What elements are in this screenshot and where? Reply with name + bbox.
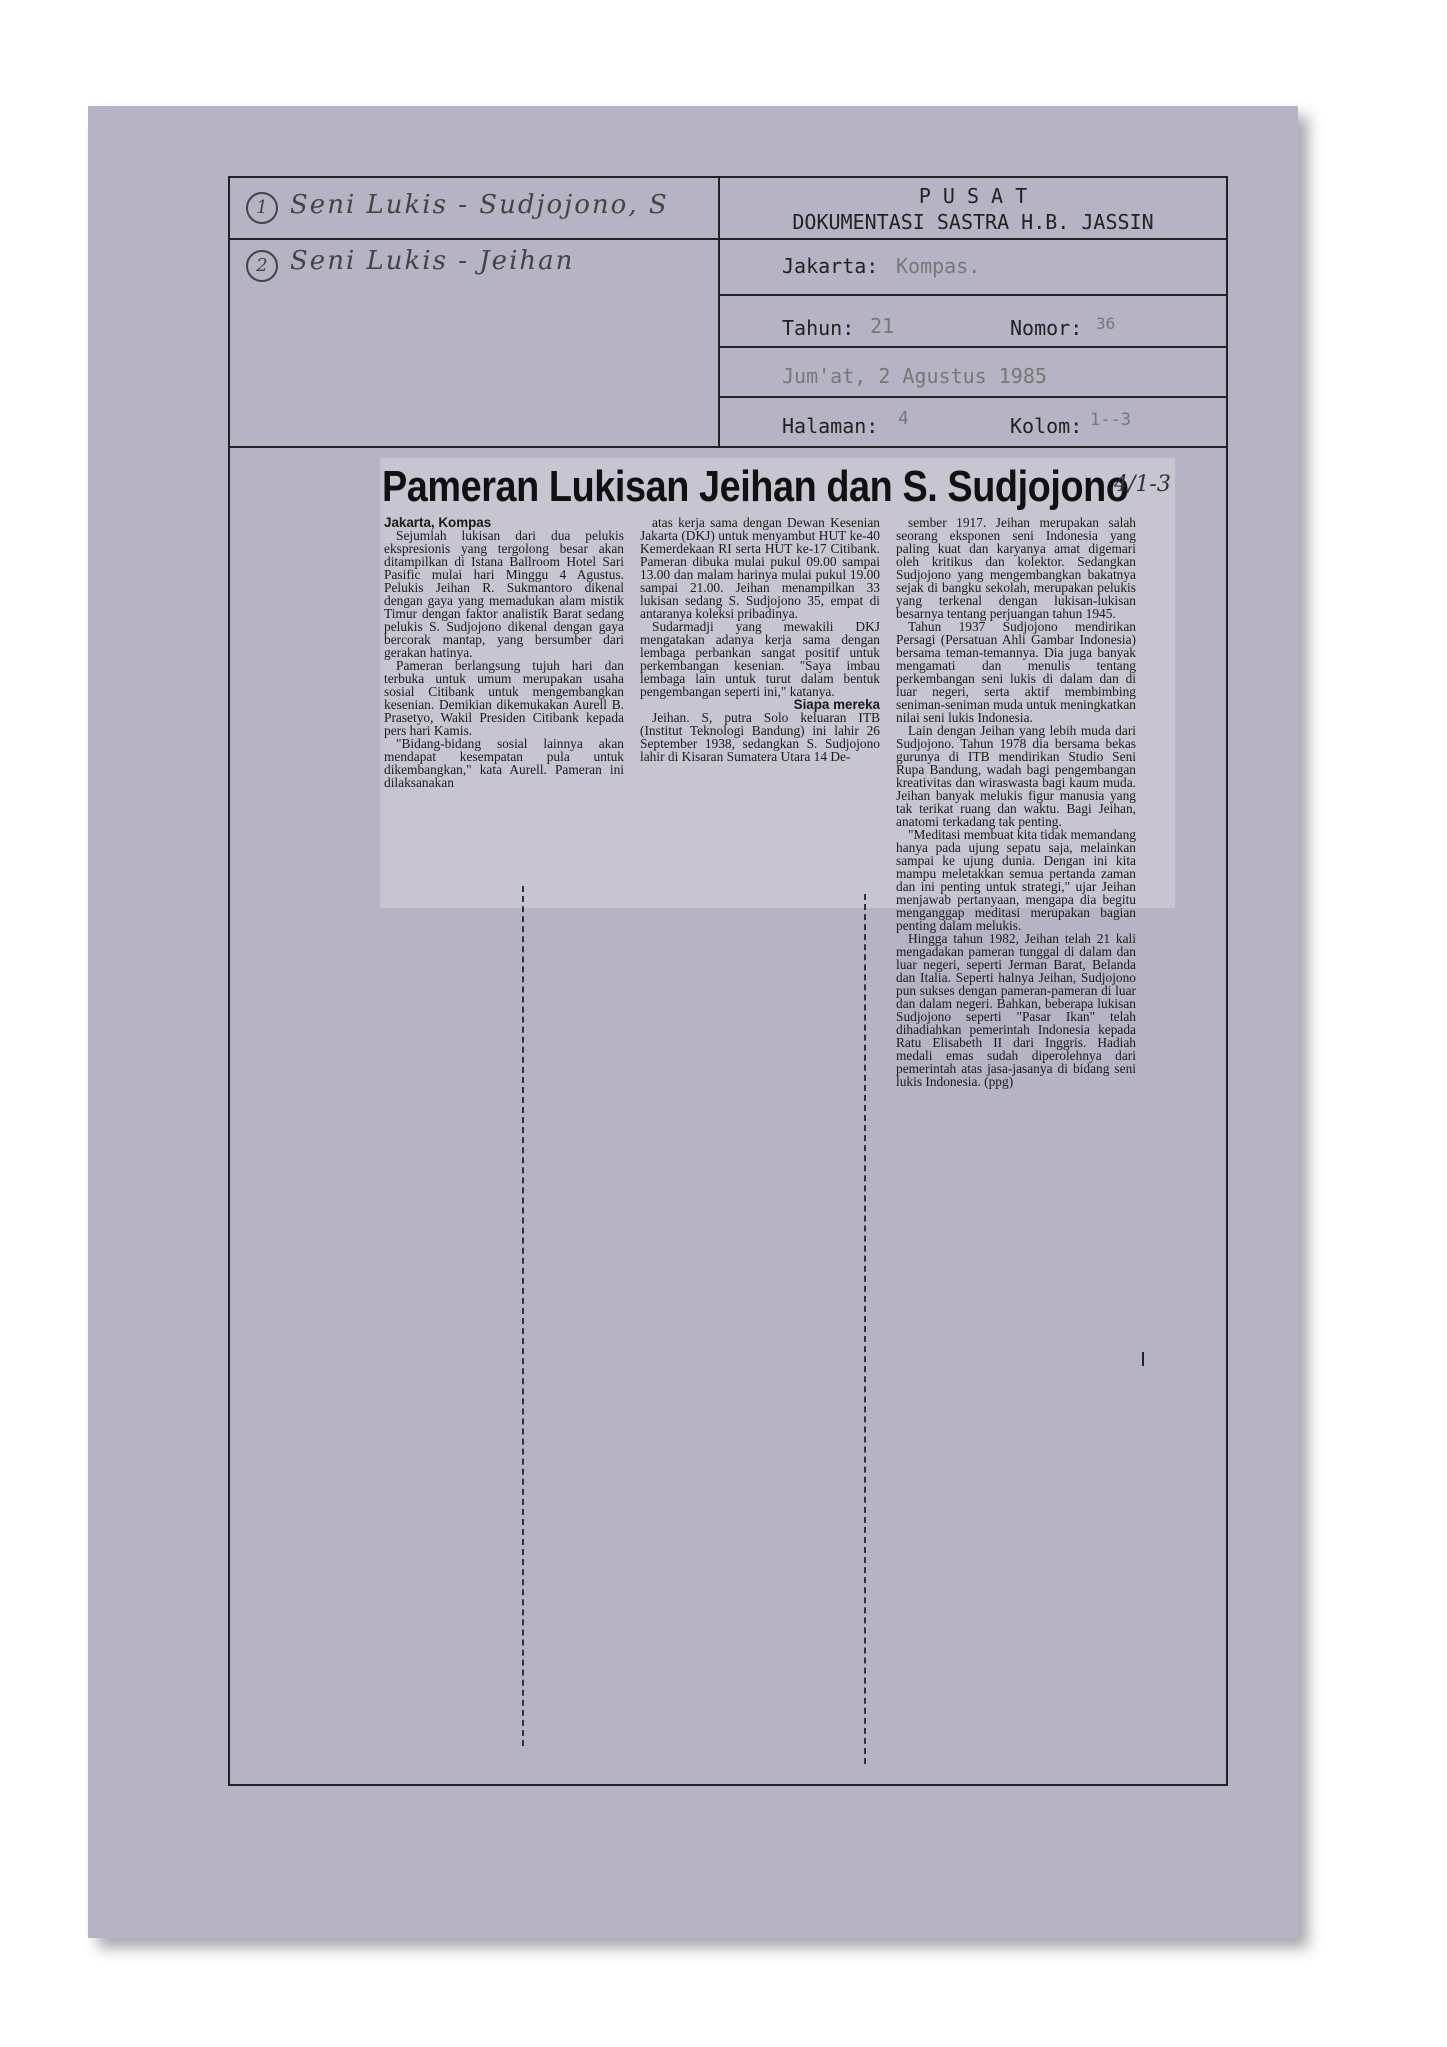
header-row-line-5	[718, 396, 1228, 398]
col1-paragraph: "Bidang-bidang sosial lainnya akan mendapat kesempatan pula untuk dikembangkan," kata Aurell. Pameran ini dilaksanakan	[384, 736, 624, 790]
column-label: Kolom:	[1010, 414, 1083, 438]
header-row-line-3	[718, 294, 1228, 296]
cut-line-1	[522, 886, 524, 1746]
source-label: Jakarta:	[782, 254, 879, 278]
dateline: Jakarta, Kompas	[384, 515, 492, 530]
year-label: Tahun:	[782, 316, 855, 340]
header-left-border	[228, 176, 230, 448]
col2-paragraph: Sudarmadji yang mewakili DKJ mengatakan adanya kerja sama dengan lembaga perbankan sangat positif untuk perkembangan kesenian. "Saya imbau lembaga lain untuk turut dalam bentuk pengembangan seperti ini," katanya.	[640, 619, 880, 699]
col2-paragraph: atas kerja sama dengan Dewan Kesenian Jakarta (DKJ) untuk menyambut HUT ke-40 Kemerdekaan RI serta HUT ke-17 Citibank. Pameran dibuka mulai pukul 09.00 sampai 13.00 dan malam harinya mulai pukul 19.00 sampai 21.00. Jeihan menampilkan 33 lukisan sedang S. Sudjojono 35, empat di antaranya koleksi pribadinya.	[640, 515, 880, 621]
header-row-line-2	[718, 238, 1228, 240]
number-label: Nomor:	[1010, 316, 1083, 340]
col3-paragraph: Lain dengan Jeihan yang lebih muda dari Sudjojono. Tahun 1978 dia bersama bekas gurunya di ITB mendirikan Studio Seni Rupa Bandung, wadah bagi pengembangan kreativitas dan wiraswasta bagi kaum muda. Jeihan banyak melukis figur manusia yang tak terikat ruang dan waktu. Bagi Jeihan, anatomi terkadang tak penting.	[896, 723, 1136, 829]
article-frame-bottom	[228, 1784, 1228, 1786]
article-frame-left	[228, 446, 230, 1786]
article-column-3	[896, 516, 1136, 1088]
subject-text-1: Seni Lukis - Sudjojono, S	[290, 190, 669, 220]
col2-subhead: Siapa mereka	[793, 697, 880, 712]
header-row-line-4	[718, 346, 1228, 348]
subject-text-2: Seni Lukis - Jeihan	[290, 246, 575, 276]
col3-paragraph: Tahun 1937 Sudjojono mendirikan Persagi (Persatuan Ahli Gambar Indonesia) bersama teman-temannya. Dia juga banyak mengamati dan menulis tentang perkembangan seni lukis di dalam dan di luar negeri, serta aktif membimbing seniman-seniman muda untuk meningkatkan nilai seni lukis Indonesia.	[896, 619, 1136, 725]
col3-paragraph: "Meditasi membuat kita tidak memandang hanya pada ujung sepatu saja, melainkan sampai ke ujung dunia. Dengan ini kita mampu meletakkan semua pertanda zaman dan ini penting untuk strategi," ujar Jeihan menjawab pertanyaan, mengapa dia begitu menganggap meditasi merupakan bagian penting dalam melukis.	[896, 827, 1136, 933]
col1-paragraph: Pameran berlangsung tujuh hari dan terbuka untuk umum merupakan usaha sosial Citibank untuk mengembangkan kesenian. Demikian dikemukakan Aurell B. Prasetyo, Wakil Presiden Citibank kepada pers hari Kamis.	[384, 658, 624, 738]
subject-marker-1: 1	[246, 192, 278, 224]
source-value: Kompas.	[896, 254, 981, 278]
org-line-1: P U S A T	[918, 184, 1028, 208]
article-headline: Pameran Lukisan Jeihan dan S. Sudjojono	[382, 462, 1129, 511]
page-value: 4	[898, 408, 909, 429]
article-frame-top	[228, 446, 1228, 448]
page-label: Halaman:	[782, 414, 879, 438]
article-column-2	[640, 516, 880, 763]
col1-paragraph: Sejumlah lukisan dari dua pelukis ekspresionis yang tergolong besar akan ditampilkan di Istana Ballroom Hotel Sari Pasific mulai hari Minggu 4 Agustus. Pelukis Jeihan R. Sukmantoro dikenal dengan gaya yang memadukan alam mistik Timur dengan faktor analistik Barat sedang pelukis S. Sudjojono dikenal dengan gaya bercorak mantap, yang bersumber dari gerakan hatinya.	[384, 528, 624, 660]
column-value: 1--3	[1090, 410, 1131, 430]
col3-paragraph: sember 1917. Jeihan merupakan salah seorang eksponen seni Indonesia yang paling kuat dan karyanya amat digemari oleh kritikus dan kolektor. Sedangkan Sudjojono yang mengembangkan bakatnya sejak di bangku sekolah, merupakan pelukis yang terkenal dengan lukisan-lukisan besarnya tentang perjuangan tahun 1945.	[896, 515, 1136, 621]
subject-marker-2: 2	[246, 250, 278, 282]
margin-note: 4/1-3	[1114, 472, 1171, 497]
cut-tick	[1142, 1352, 1144, 1366]
cut-line-2	[864, 894, 866, 1764]
article-column-1	[384, 516, 624, 789]
header-row-line-1	[228, 238, 718, 240]
year-value: 21	[870, 314, 895, 338]
number-value: 36	[1096, 314, 1116, 333]
col3-paragraph: Hingga tahun 1982, Jeihan telah 21 kali mengadakan pameran tunggal di dalam dan luar negeri, seperti Jerman Barat, Belanda dan Italia. Seperti halnya Jeihan, Sudjojono pun sukses dengan pameran-pameran di luar dan dalam negeri. Bahkan, beberapa lukisan Sudjojono seperti "Pasar Ikan" telah dihadiahkan pemerintah Indonesia kepada Ratu Elisabeth II dari Inggris. Hadiah medali emas sudah diperolehnya dari pemerintah atas jasa-jasanya di bidang seni lukis Indonesia. (ppg)	[896, 931, 1136, 1089]
col2-paragraph: Jeihan. S, putra Solo keluaran ITB (Institut Teknologi Bandung) ini lahir 26 September 1938, sedangkan S. Sudjojono lahir di Kisaran Sumatera Utara 14 De-	[640, 710, 880, 764]
org-line-2: DOKUMENTASI SASTRA H.B. JASSIN	[792, 210, 1154, 234]
date-line: Jum'at, 2 Agustus 1985	[782, 364, 1047, 388]
article-frame-right	[1226, 446, 1228, 1786]
header-top-line	[228, 176, 1228, 178]
